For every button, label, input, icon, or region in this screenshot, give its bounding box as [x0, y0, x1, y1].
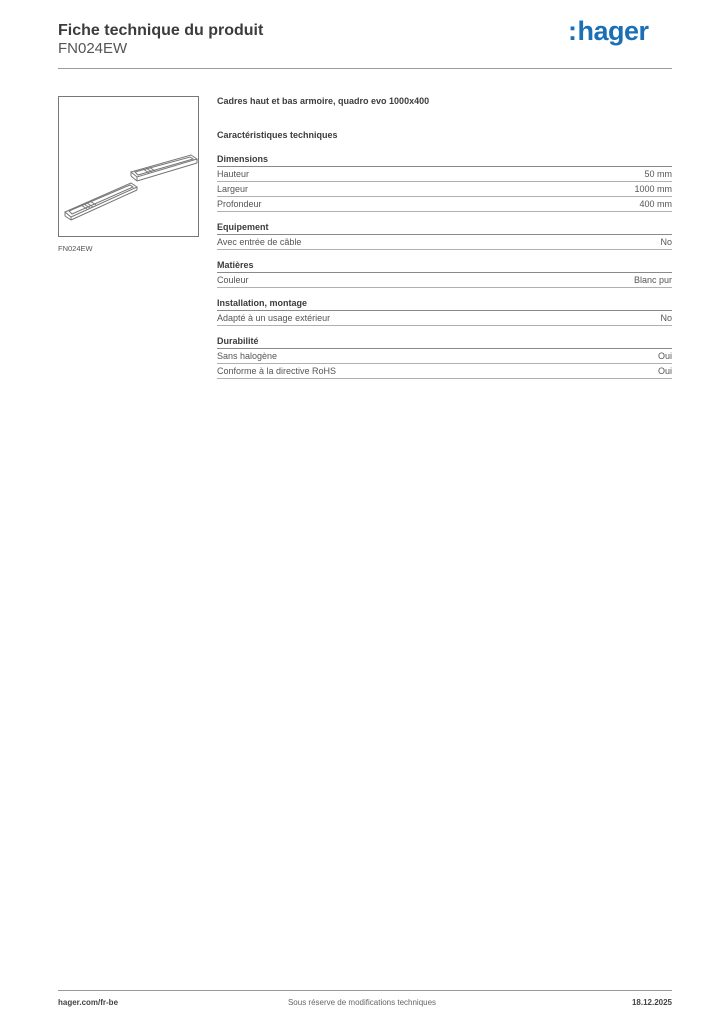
spec-group: [217, 335, 672, 379]
footer-divider: [58, 990, 672, 991]
spec-row: [217, 311, 672, 326]
spec-row: [217, 235, 672, 250]
product-code: FN024EW: [58, 40, 128, 57]
spec-row: [217, 182, 672, 197]
product-name: Cadres haut et bas armoire, quadro evo 1000x400: [217, 96, 430, 106]
logo-colon-icon: :: [568, 16, 577, 46]
spec-group: [217, 221, 672, 250]
spec-group: [217, 297, 672, 326]
spec-value: Oui: [657, 351, 672, 361]
spec-value: No: [660, 313, 672, 323]
spec-label: Hauteur: [217, 169, 250, 179]
spec-label: Couleur: [217, 275, 249, 285]
page-title: Fiche technique du produit: [58, 22, 264, 39]
spec-label: Adapté à un usage extérieur: [217, 313, 331, 323]
spec-value: 400 mm: [639, 199, 672, 209]
spec-row: [217, 197, 672, 212]
spec-groups: [217, 153, 672, 379]
spec-label: Profondeur: [217, 199, 262, 209]
spec-row: [217, 167, 672, 182]
hager-logo: [568, 16, 649, 47]
spec-label: Avec entrée de câble: [217, 237, 302, 247]
group-title: Matières: [217, 259, 672, 273]
footer-website: hager.com/fr-be: [58, 998, 119, 1007]
frame-illustration-icon: [59, 97, 198, 236]
header-divider: [58, 68, 672, 69]
footer-center-text: Sous réserve de modifications techniques: [287, 998, 437, 1007]
product-image: [58, 96, 199, 237]
spec-label: Conforme à la directive RoHS: [217, 366, 337, 376]
spec-group: [217, 259, 672, 288]
spec-content: [217, 96, 672, 379]
spec-row: [217, 273, 672, 288]
spec-label: Sans halogène: [217, 351, 278, 361]
image-caption: FN024EW: [58, 244, 93, 253]
group-title: Durabilité: [217, 335, 672, 349]
group-title: Dimensions: [217, 153, 672, 167]
spec-label: Largeur: [217, 184, 249, 194]
footer-date: 18.12.2025: [631, 998, 672, 1007]
spec-value: 1000 mm: [634, 184, 672, 194]
spec-value: No: [660, 237, 672, 247]
spec-value: Blanc pur: [633, 275, 672, 285]
section-heading: Caractéristiques techniques: [217, 130, 338, 140]
logo-text: hager: [577, 16, 649, 46]
spec-value: 50 mm: [644, 169, 672, 179]
spec-group: [217, 153, 672, 212]
spec-row: [217, 349, 672, 364]
spec-row: [217, 364, 672, 379]
group-title: Installation, montage: [217, 297, 672, 311]
spec-value: Oui: [657, 366, 672, 376]
group-title: Equipement: [217, 221, 672, 235]
